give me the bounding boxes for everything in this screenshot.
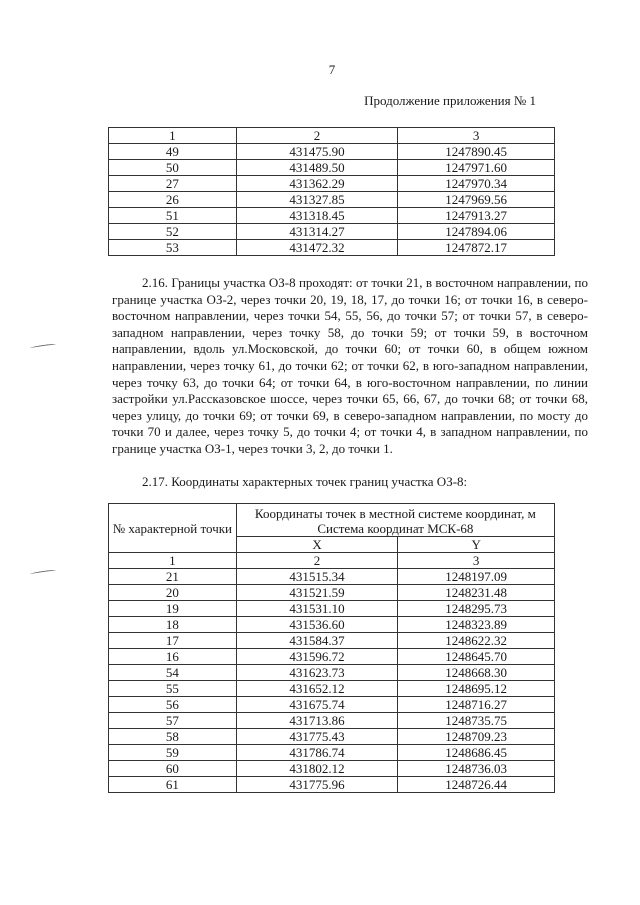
table-cell: 1247890.45 xyxy=(398,144,555,160)
table-row xyxy=(109,665,555,681)
table-cell: 431475.90 xyxy=(236,144,398,160)
table-cell: 3 xyxy=(398,128,555,144)
table-row xyxy=(109,585,555,601)
table-row xyxy=(109,160,555,176)
table-cell: 1248716.27 xyxy=(398,697,555,713)
table-row xyxy=(109,617,555,633)
table-cell: 56 xyxy=(109,697,237,713)
table-cell: 2 xyxy=(236,553,398,569)
table-cell: 1248709.23 xyxy=(398,729,555,745)
table-cell: 1248686.45 xyxy=(398,745,555,761)
table-cell: 54 xyxy=(109,665,237,681)
section-2-16-paragraph: 2.16. Границы участка ОЗ-8 проходят: от точки 21, в восточном направлении, по границе участка ОЗ-2, через точки 20, 19, 18, 17, до точки 16; от точки 16, в северо-восточном направлении, через точки 54, 55, 56, до точки 57; от точки 57, в северо-западном направлении, через точку 58, до точки 59; от точки 59, в восточном направлении, вдоль ул.Московской, до точки 60; от точки 60, в общем южном направлении, через точку 61, до точки 62; от точки 62, в юго-западном направлении, через точку 63, до точки 64; от точки 64, в юго-восточном направлении, по линии застройки ул.Рассказовское шоссе, через точки 65, 66, 67, до точки 68; от точки 68, через улицу, до точки 69; от точки 69, в северо-западном направлении, по мосту до точки 70 и далее, через точку 5, до точки 4; от точки 4, в западном направлении, по границе участка ОЗ-1, через точки 3, 2, до точки 1. xyxy=(112,275,588,456)
appendix-note: Продолжение приложения № 1 xyxy=(364,93,536,108)
table-cell: 1248295.73 xyxy=(398,601,555,617)
table-row xyxy=(109,144,555,160)
table-cell: 1247913.27 xyxy=(398,208,555,224)
table-cell: 431327.85 xyxy=(236,192,398,208)
table-cell: 58 xyxy=(109,729,237,745)
table2-body xyxy=(109,553,555,793)
table-row xyxy=(109,761,555,777)
table-cell: 431713.86 xyxy=(236,713,398,729)
header-coordinates: Координаты точек в местной системе координат, м Система координат МСК-68 xyxy=(236,504,554,537)
coordinates-table-continued xyxy=(108,127,555,256)
table-cell: 431489.50 xyxy=(236,160,398,176)
table-cell: 21 xyxy=(109,569,237,585)
table-cell: 52 xyxy=(109,224,237,240)
table-row xyxy=(109,240,555,256)
table-cell: 16 xyxy=(109,649,237,665)
table-cell: 431515.34 xyxy=(236,569,398,585)
table-row xyxy=(109,633,555,649)
table-cell: 27 xyxy=(109,176,237,192)
table-cell: 3 xyxy=(398,553,555,569)
table-cell: 55 xyxy=(109,681,237,697)
table-cell: 20 xyxy=(109,585,237,601)
table-cell: 18 xyxy=(109,617,237,633)
table-cell: 1248736.03 xyxy=(398,761,555,777)
table-cell: 1247872.17 xyxy=(398,240,555,256)
section-2-17-paragraph: 2.17. Координаты характерных точек границ участка ОЗ-8: xyxy=(142,474,468,489)
table2-header xyxy=(109,504,555,553)
table-cell: 59 xyxy=(109,745,237,761)
header-point-number: № характерной точки xyxy=(109,504,237,553)
header-y: Y xyxy=(398,537,555,553)
table-cell: 431314.27 xyxy=(236,224,398,240)
margin-pencil-mark xyxy=(30,343,56,350)
table-cell: 1248622.32 xyxy=(398,633,555,649)
table-cell: 431623.73 xyxy=(236,665,398,681)
table-cell: 2 xyxy=(236,128,398,144)
table-cell: 53 xyxy=(109,240,237,256)
table-row xyxy=(109,224,555,240)
table-row xyxy=(109,745,555,761)
table-cell: 431596.72 xyxy=(236,649,398,665)
table-cell: 1 xyxy=(109,553,237,569)
table-cell: 431536.60 xyxy=(236,617,398,633)
table-cell: 1 xyxy=(109,128,237,144)
table-cell: 1248695.12 xyxy=(398,681,555,697)
table-cell: 1247971.60 xyxy=(398,160,555,176)
table-cell: 1248197.09 xyxy=(398,569,555,585)
table-cell: 1248668.30 xyxy=(398,665,555,681)
table-row xyxy=(109,681,555,697)
table-row xyxy=(109,713,555,729)
table1-body xyxy=(109,128,555,256)
table-cell: 431802.12 xyxy=(236,761,398,777)
table-cell: 431584.37 xyxy=(236,633,398,649)
table-cell: 1248726.44 xyxy=(398,777,555,793)
table-cell: 1248323.89 xyxy=(398,617,555,633)
table-row xyxy=(109,601,555,617)
table-row xyxy=(109,208,555,224)
table-cell: 431531.10 xyxy=(236,601,398,617)
oz8-coordinates-table xyxy=(108,503,555,793)
table-row xyxy=(109,697,555,713)
table-row xyxy=(109,569,555,585)
table-cell: 57 xyxy=(109,713,237,729)
column-number-row xyxy=(109,553,555,569)
table-cell: 431521.59 xyxy=(236,585,398,601)
table-cell: 1247970.34 xyxy=(398,176,555,192)
table-cell: 19 xyxy=(109,601,237,617)
margin-pencil-mark xyxy=(30,569,56,576)
table-row xyxy=(109,176,555,192)
table-cell: 1247894.06 xyxy=(398,224,555,240)
table-cell: 1248231.48 xyxy=(398,585,555,601)
table2-header-row xyxy=(109,504,555,537)
table-cell: 431675.74 xyxy=(236,697,398,713)
table-cell: 431652.12 xyxy=(236,681,398,697)
table-row xyxy=(109,729,555,745)
table-cell: 50 xyxy=(109,160,237,176)
table-row xyxy=(109,649,555,665)
table-cell: 61 xyxy=(109,777,237,793)
table-cell: 431786.74 xyxy=(236,745,398,761)
table-cell: 51 xyxy=(109,208,237,224)
table-cell: 60 xyxy=(109,761,237,777)
table-cell: 431362.29 xyxy=(236,176,398,192)
page-number: 7 xyxy=(328,62,336,77)
table-cell: 431775.43 xyxy=(236,729,398,745)
header-x: X xyxy=(236,537,398,553)
table-cell: 1248735.75 xyxy=(398,713,555,729)
table-cell: 431775.96 xyxy=(236,777,398,793)
table-cell: 26 xyxy=(109,192,237,208)
table-row xyxy=(109,777,555,793)
table-row xyxy=(109,192,555,208)
table-cell: 431318.45 xyxy=(236,208,398,224)
table-cell: 1248645.70 xyxy=(398,649,555,665)
table-cell: 1247969.56 xyxy=(398,192,555,208)
table-cell: 431472.32 xyxy=(236,240,398,256)
table-cell: 17 xyxy=(109,633,237,649)
column-number-row xyxy=(109,128,555,144)
table-cell: 49 xyxy=(109,144,237,160)
